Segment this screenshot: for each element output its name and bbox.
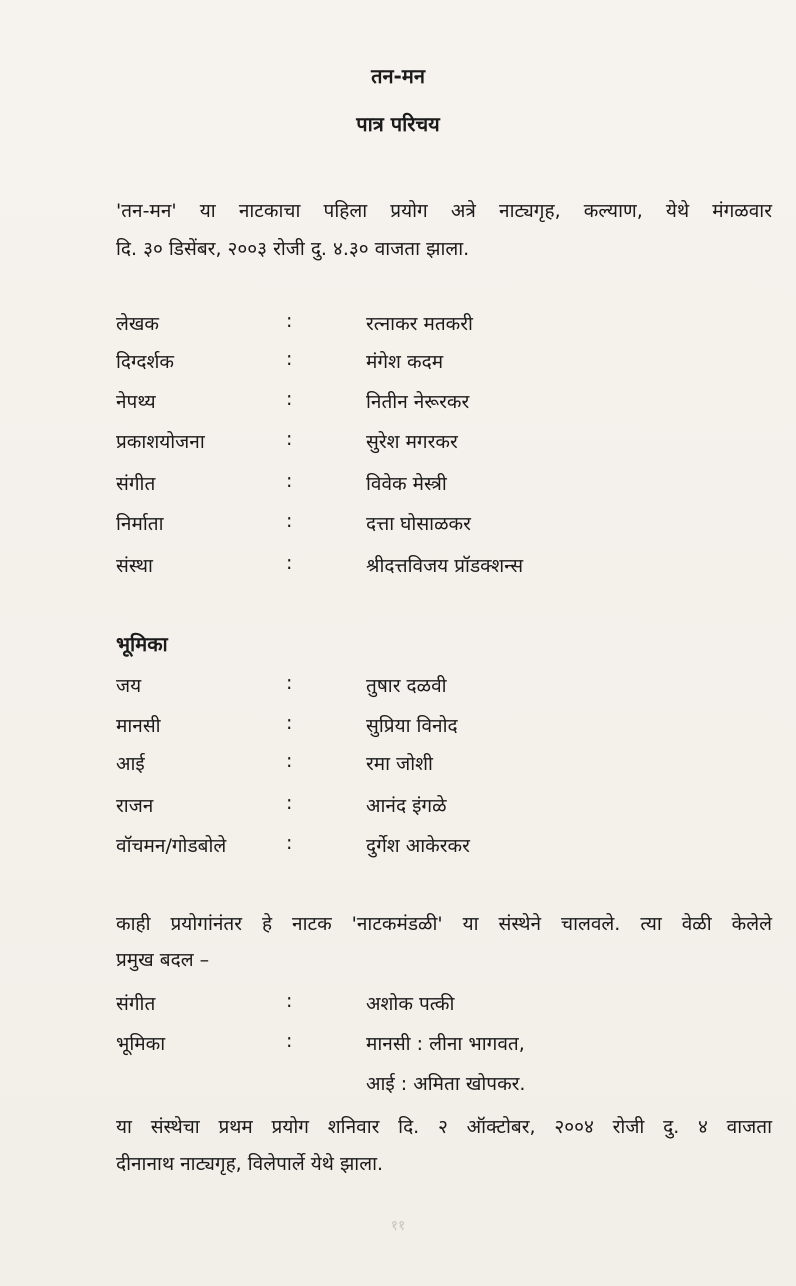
colon-separator: :	[286, 672, 293, 694]
crew-name: श्रीदत्तविजय प्रॉडक्शन्स	[366, 555, 524, 577]
change-continuation: आई : अमिता खोपकर.	[366, 1073, 526, 1095]
cast-heading: भूमिका	[116, 632, 168, 656]
crew-row	[116, 388, 776, 422]
closing-line-1: या संस्थेचा प्रथम प्रयोग शनिवार दि. २ ऑक्टोबर, २००४ रोजी दु. ४ वाजता	[116, 1116, 772, 1138]
colon-separator: :	[286, 388, 293, 410]
cast-row	[116, 672, 776, 706]
change-name: मानसी : लीना भागवत,	[366, 1033, 525, 1055]
colon-separator: :	[286, 750, 293, 772]
page-number: ११	[390, 1218, 406, 1234]
later-note-line-2: प्रमुख बदल –	[116, 949, 210, 971]
crew-row	[116, 552, 776, 586]
cast-row	[116, 712, 776, 746]
cast-role: जय	[116, 675, 142, 697]
cast-name: तुषार दळवी	[366, 675, 447, 697]
later-note-line-1: काही प्रयोगांनंतर हे नाटक 'नाटकमंडळी' या संस्थेने चालवले. त्या वेळी केलेले	[116, 913, 772, 935]
change-role: संगीत	[116, 993, 156, 1015]
colon-separator: :	[286, 552, 293, 574]
crew-role: संस्था	[116, 555, 153, 577]
colon-separator: :	[286, 712, 293, 734]
crew-role: संगीत	[116, 473, 156, 495]
crew-row	[116, 510, 776, 544]
closing-line-2: दीनानाथ नाट्यगृह, विलेपार्ले येथे झाला.	[116, 1153, 384, 1175]
cast-row	[116, 832, 776, 866]
change-continuation-row	[116, 1070, 776, 1104]
change-name: अशोक पत्की	[366, 993, 455, 1015]
colon-separator: :	[286, 510, 293, 532]
crew-role: निर्माता	[116, 513, 164, 535]
crew-name: दत्ता घोसाळकर	[366, 513, 471, 535]
colon-separator: :	[286, 832, 293, 854]
crew-role: नेपथ्य	[116, 391, 156, 413]
crew-role: प्रकाशयोजना	[116, 431, 205, 453]
crew-row	[116, 310, 776, 344]
cast-row	[116, 750, 776, 784]
play-title: तन-मन	[371, 64, 425, 88]
crew-row	[116, 428, 776, 462]
change-row	[116, 1030, 776, 1064]
change-row	[116, 990, 776, 1024]
crew-name: विवेक मेस्त्री	[366, 473, 447, 495]
cast-name: दुर्गेश आकेरकर	[366, 835, 470, 857]
colon-separator: :	[286, 1030, 293, 1052]
cast-role: वॉचमन/गोडबोले	[116, 835, 227, 857]
intro-line-2: दि. ३० डिसेंबर, २००३ रोजी दु. ४.३० वाजता झाला.	[116, 238, 470, 260]
cast-role: मानसी	[116, 715, 161, 737]
colon-separator: :	[286, 310, 293, 332]
intro-line-1: 'तन-मन' या नाटकाचा पहिला प्रयोग अत्रे नाट्यगृह, कल्याण, येथे मंगळवार	[116, 200, 772, 222]
change-role: भूमिका	[116, 1033, 166, 1055]
colon-separator: :	[286, 792, 293, 814]
crew-row	[116, 470, 776, 504]
colon-separator: :	[286, 428, 293, 450]
cast-name: रमा जोशी	[366, 753, 433, 775]
colon-separator: :	[286, 990, 293, 1012]
colon-separator: :	[286, 348, 293, 370]
cast-introduction-heading: पात्र परिचय	[356, 112, 440, 136]
crew-role: लेखक	[116, 313, 160, 335]
colon-separator: :	[286, 470, 293, 492]
crew-row	[116, 348, 776, 382]
crew-name: नितीन नेरूरकर	[366, 391, 470, 413]
cast-row	[116, 792, 776, 826]
cast-name: आनंद इंगळे	[366, 795, 447, 817]
crew-name: सुरेश मगरकर	[366, 431, 458, 453]
cast-role: आई	[116, 753, 145, 775]
crew-name: रत्नाकर मतकरी	[366, 313, 473, 335]
cast-role: राजन	[116, 795, 154, 817]
cast-name: सुप्रिया विनोद	[366, 715, 458, 737]
crew-role: दिग्दर्शक	[116, 351, 174, 373]
crew-name: मंगेश कदम	[366, 351, 444, 373]
